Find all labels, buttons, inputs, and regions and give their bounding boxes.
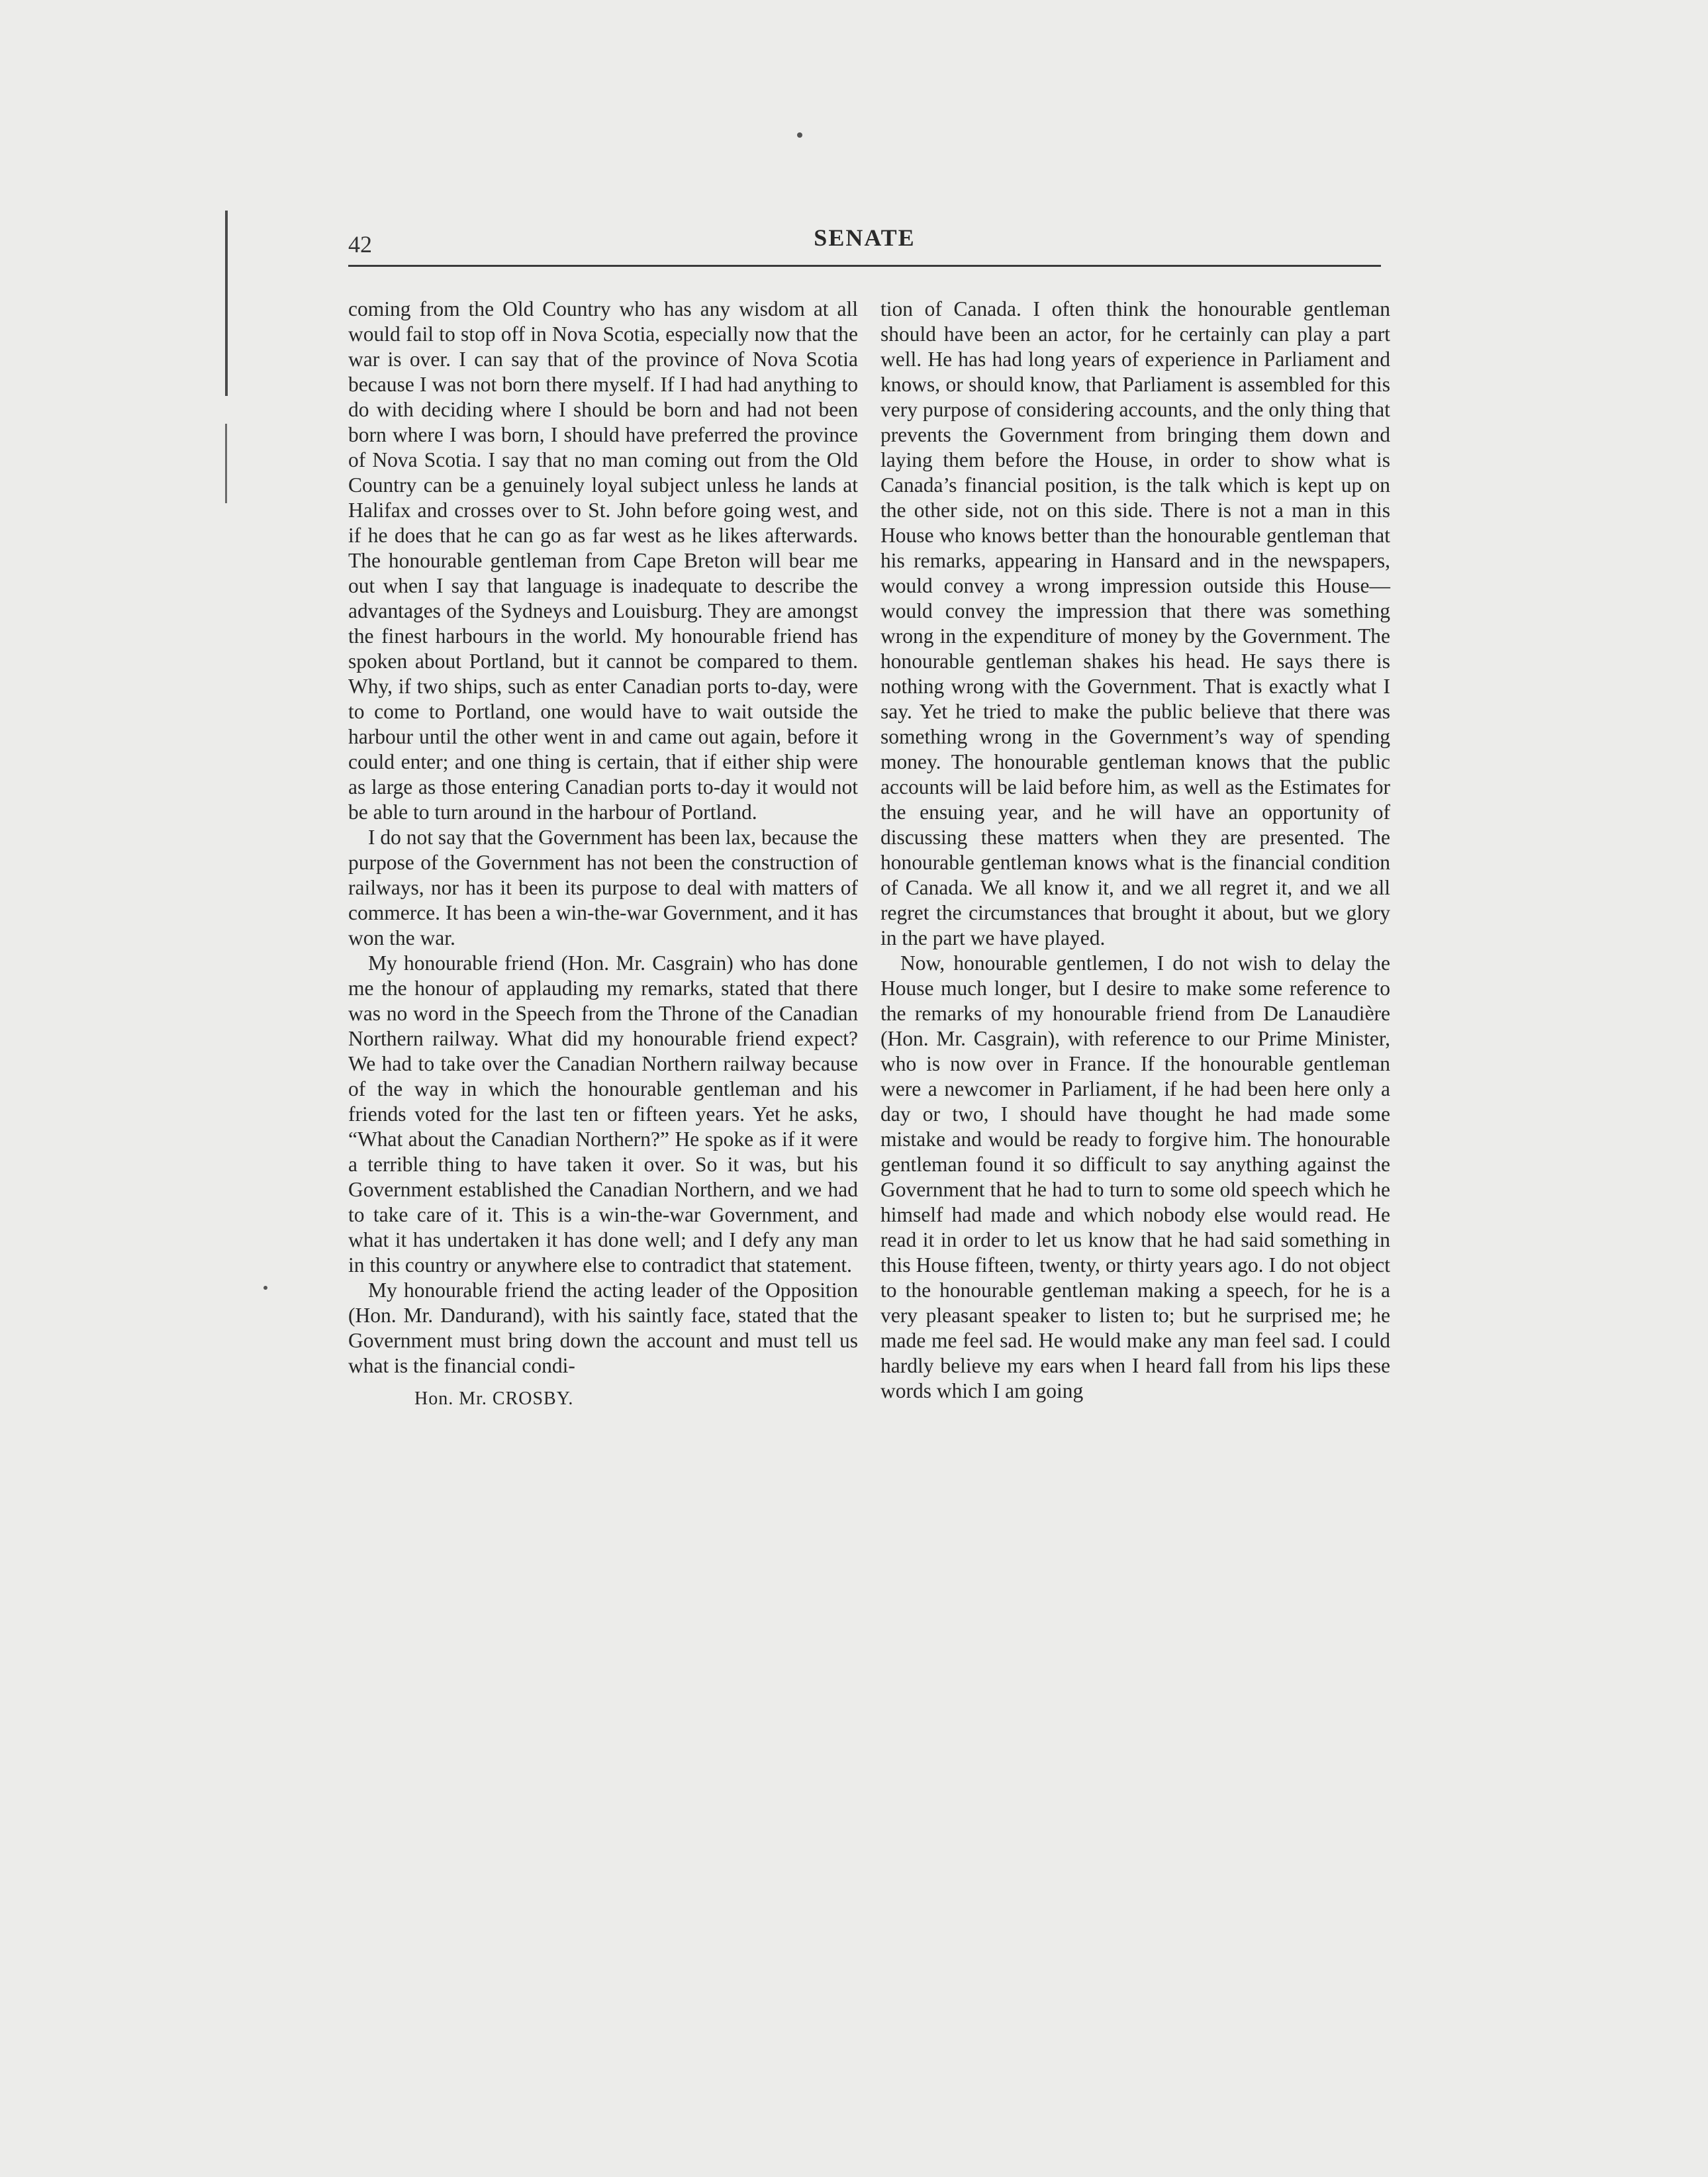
paragraph: Now, honourable gentlemen, I do not wish to delay the House much longer, but I desire to make some reference to the remarks of my honourable friend from De Lanaudière (Hon. Mr. Casgrain), with reference to our Prime Minister, who is now over in France. If the honourable gentleman were a newcomer in Parliament, if he had been here only a day or two, I should have thought he had made some mistake and would be ready to forgive him. The honourable gentleman found it so difficult to say anything against the Government that he had to turn to some old speech which he himself had made and which nobody else would read. He read it in order to let us know that he had said something in this House fifteen, twenty, or thirty years ago. I do not object to the honourable gentleman making a speech, for he is a very pleasant speaker to listen to; but he surprised me; he made me feel sad. He would make any man feel sad. I could hardly believe my ears when I heard fall from his lips these words which I am going <box>880 951 1390 1402</box>
paragraph: My honourable friend the acting leader of the Opposition (Hon. Mr. Dandurand), with his saintly face, stated that the Government must bring down the account and must tell us what is the financial condi- <box>348 1279 858 1377</box>
page-header <box>348 224 1381 264</box>
page-edge-mark <box>225 211 228 396</box>
paragraph: coming from the Old Country who has any wisdom at all would fail to stop off in Nova Scotia, especially now that the war is over. I can say that of the province of Nova Scotia because I was not born there myself. If I had had anything to do with deciding where I should be born and had not been born where I was born, I should have preferred the province of Nova Scotia. I say that no man coming out from the Old Country can be a genuinely loyal subject unless he lands at Halifax and crosses over to St. John before going west, and if he does that he can go as far west as he likes afterwards. The honourable gentleman from Cape Breton will bear me out when I say that language is inadequate to describe the advantages of the Sydneys and Louisburg. They are amongst the finest harbours in the world. My honourable friend has spoken about Portland, but it cannot be compared to them. Why, if two ships, such as enter Canadian ports to-day, were to come to Portland, one would have to wait outside the harbour until the other went in and came out again, before it could enter; and one thing is certain, that if either ship were as large as those entering Canadian ports to-day it would not be able to turn around in the harbour of Portland. <box>348 297 858 824</box>
scan-speck <box>263 1286 267 1290</box>
left-column <box>348 297 858 1412</box>
running-head: SENATE <box>814 224 916 251</box>
paragraph: My honourable friend (Hon. Mr. Casgrain) who has done me the honour of applauding my remarks, stated that there was no word in the Speech from the Throne of the Canadian Northern railway. What did my honourable friend expect? We had to take over the Canadian Northern railway because of the way in which the honourable gentleman and his friends voted for the last ten or fifteen years. Yet he asks, “What about the Canadian Northern?” He spoke as if it were a terrible thing to have taken it over. So it was, but his Government established the Canadian Northern, and we had to take care of it. This is a win-the-war Government, and what it has undertaken it has done well; and I defy any man in this country or anywhere else to contradict that statement. <box>348 951 858 1277</box>
speaker-footer: Hon. Mr. CROSBY. <box>414 1388 574 1409</box>
page-number: 42 <box>348 231 372 258</box>
paragraph: I do not say that the Government has been lax, because the purpose of the Government has not been the construction of railways, nor has it been its purpose to deal with matters of commerce. It has been a win-the-war Government, and it has won the war. <box>348 826 859 949</box>
page-edge-mark <box>225 424 227 503</box>
paragraph: tion of Canada. I often think the honourable gentleman should have been an actor, for he certainly can play a part well. He has had long years of experience in Parliament and knows, or should know, that Parliament is assembled for this very purpose of considering accounts, and the only thing that prevents the Government from bringing them down and laying them before the House, in order to show what is Canada’s financial position, is the talk which is kept up on the other side, not on this side. There is not a man in this House who knows better than the honourable gentleman that his remarks, appearing in Hansard and in the newspapers, would convey a wrong impression outside this House—would convey the impression that there was something wrong in the expenditure of money by the Government. The honourable gentleman shakes his head. He says there is nothing wrong with the Government. That is exactly what I say. Yet he tried to make the public believe that there was something wrong in the Government’s way of spending money. The honourable gentleman knows that the public accounts will be laid before him, as well as the Estimates for the ensuing year, and he will have an opportunity of discussing these matters when they are presented. The honourable gentleman knows what is the financial condition of Canada. We all know it, and we all regret it, and we all regret the circumstances that brought it about, but we glory in the part we have played. <box>880 297 1390 949</box>
scan-speck <box>797 132 802 138</box>
header-rule <box>348 265 1381 267</box>
right-column <box>880 297 1390 1404</box>
